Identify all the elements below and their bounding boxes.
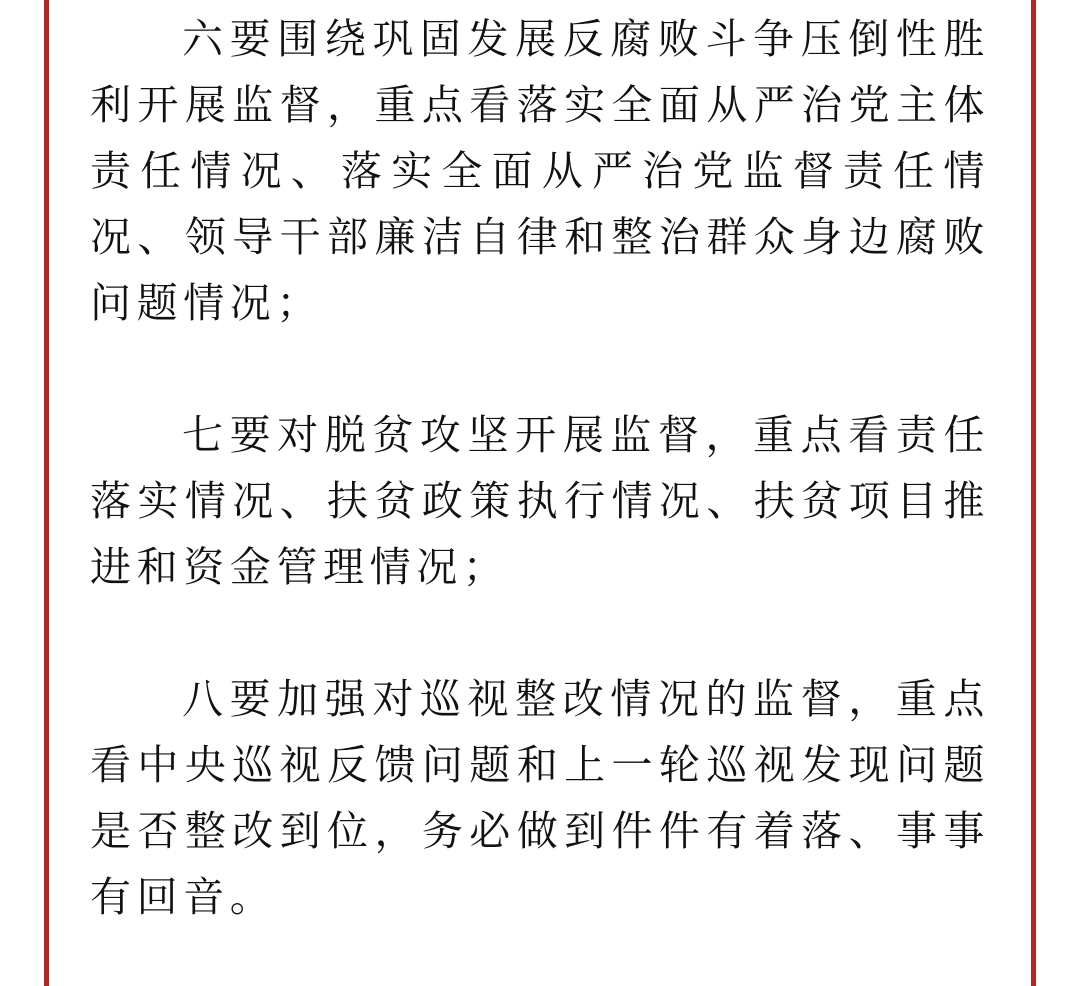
paragraph-eight: 八要加强对巡视整改情况的监督，重点看中央巡视反馈问题和上一轮巡视发现问题是否整改到位，务必做到件件有着落、事事有回音。 <box>90 675 990 921</box>
paragraph-six: 六要围绕巩固发展反腐败斗争压倒性胜利开展监督，重点看落实全面从严治党主体责任情况、落实全面从严治党监督责任情况、领导干部廉洁自律和整治群众身边腐败问题情况； <box>90 15 990 327</box>
left-red-border <box>44 0 49 986</box>
right-red-border <box>1031 0 1036 986</box>
paragraph-seven: 七要对脱贫攻坚开展监督，重点看责任落实情况、扶贫政策执行情况、扶贫项目推进和资金管理情况； <box>90 411 990 591</box>
